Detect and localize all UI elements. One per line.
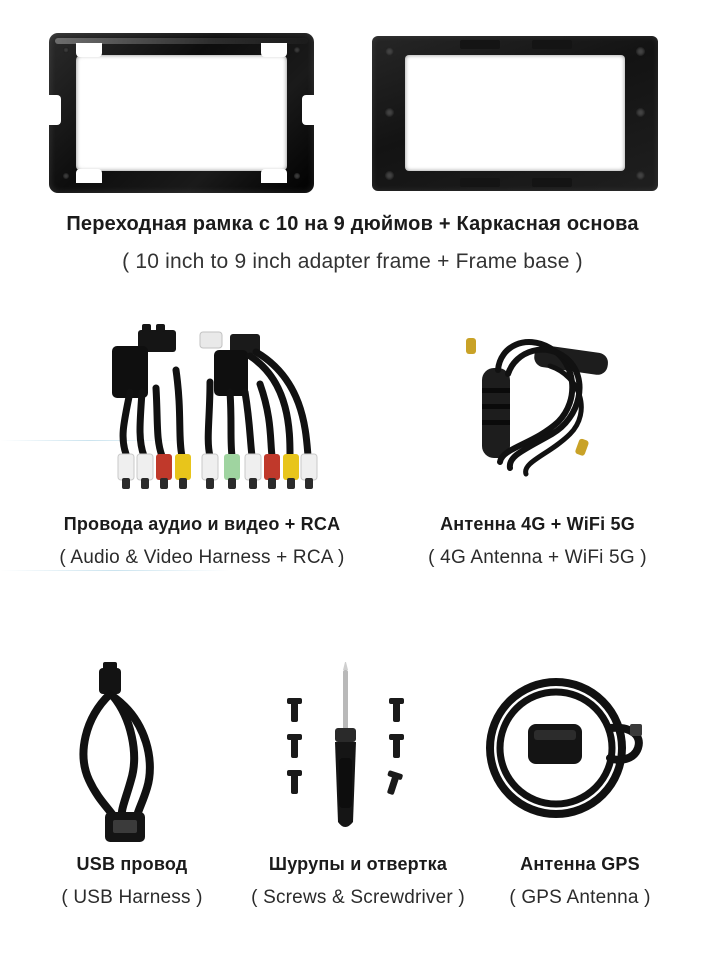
frame-base-tab	[532, 40, 572, 49]
frame-base-mount-hole	[385, 171, 394, 180]
usb-caption-ru: USB провод	[76, 854, 188, 874]
frame-screw-icon	[63, 47, 69, 53]
frame-notch-top-right	[261, 43, 287, 57]
screws-caption-ru: Шурупы и отвертка	[268, 854, 448, 874]
gps-antenna-image	[470, 662, 670, 847]
audio-video-harness-image	[90, 322, 390, 507]
screws-screwdriver-image	[265, 662, 435, 847]
frame-base-tab	[460, 40, 500, 49]
section-usb-screws-gps	[0, 662, 705, 962]
harness-caption-ru: Провода аудио и видео + RCA	[63, 514, 341, 534]
gps-svg	[470, 662, 670, 847]
frame-base-tab	[460, 178, 500, 187]
frame-ear-right	[302, 95, 314, 125]
frame-gloss-highlight	[55, 38, 308, 44]
frame-base-mount-hole	[385, 108, 394, 117]
usb-caption-en: ( USB Harness )	[61, 887, 203, 908]
antenna-4g-image	[430, 322, 660, 507]
frame-ear-left	[49, 95, 61, 125]
harness-caption-en: ( Audio & Video Harness + RCA )	[59, 547, 345, 568]
gps-caption-ru: Антенна GPS	[520, 854, 640, 874]
harness-svg	[90, 322, 390, 507]
adapter-frame-image	[49, 33, 314, 193]
usb-harness-image	[55, 662, 245, 847]
frames-caption-en: ( 10 inch to 9 inch adapter frame + Frame base )	[122, 250, 583, 273]
frame-screw-icon	[63, 173, 69, 179]
harness-caption-block	[22, 514, 382, 569]
frame-base-image	[372, 36, 658, 191]
screws-caption-en: ( Screws & Screwdriver )	[251, 887, 465, 908]
frames-caption-ru: Переходная рамка с 10 на 9 дюймов + Каркасная основа	[66, 213, 639, 235]
usb-svg	[55, 662, 245, 847]
screws-svg	[265, 662, 435, 847]
frame-base-mount-hole	[636, 108, 645, 117]
frames-image-row	[0, 0, 705, 195]
frame-base-tab	[532, 178, 572, 187]
usb-caption-block	[32, 854, 232, 909]
antenna-4g-caption-ru: Антенна 4G + WiFi 5G	[440, 514, 635, 534]
frame-notch-bottom-left	[76, 169, 102, 183]
frame-base-mount-hole	[636, 171, 645, 180]
antenna-4g-svg	[430, 322, 660, 507]
gps-caption-block	[480, 854, 680, 909]
screws-caption-block	[228, 854, 488, 909]
gps-caption-en: ( GPS Antenna )	[509, 887, 651, 908]
section-frames	[0, 0, 705, 300]
frame-notch-bottom-right	[261, 169, 287, 183]
decorative-line	[0, 570, 230, 571]
antenna-4g-caption-block	[390, 514, 685, 569]
frame-notch-top-left	[76, 43, 102, 57]
section-harness-antenna	[0, 322, 705, 622]
frame-base-mount-hole	[385, 47, 394, 56]
frame-base-mount-hole	[636, 47, 645, 56]
frame-screw-icon	[294, 47, 300, 53]
frame-screw-icon	[294, 173, 300, 179]
antenna-4g-caption-en: ( 4G Antenna + WiFi 5G )	[428, 547, 647, 568]
